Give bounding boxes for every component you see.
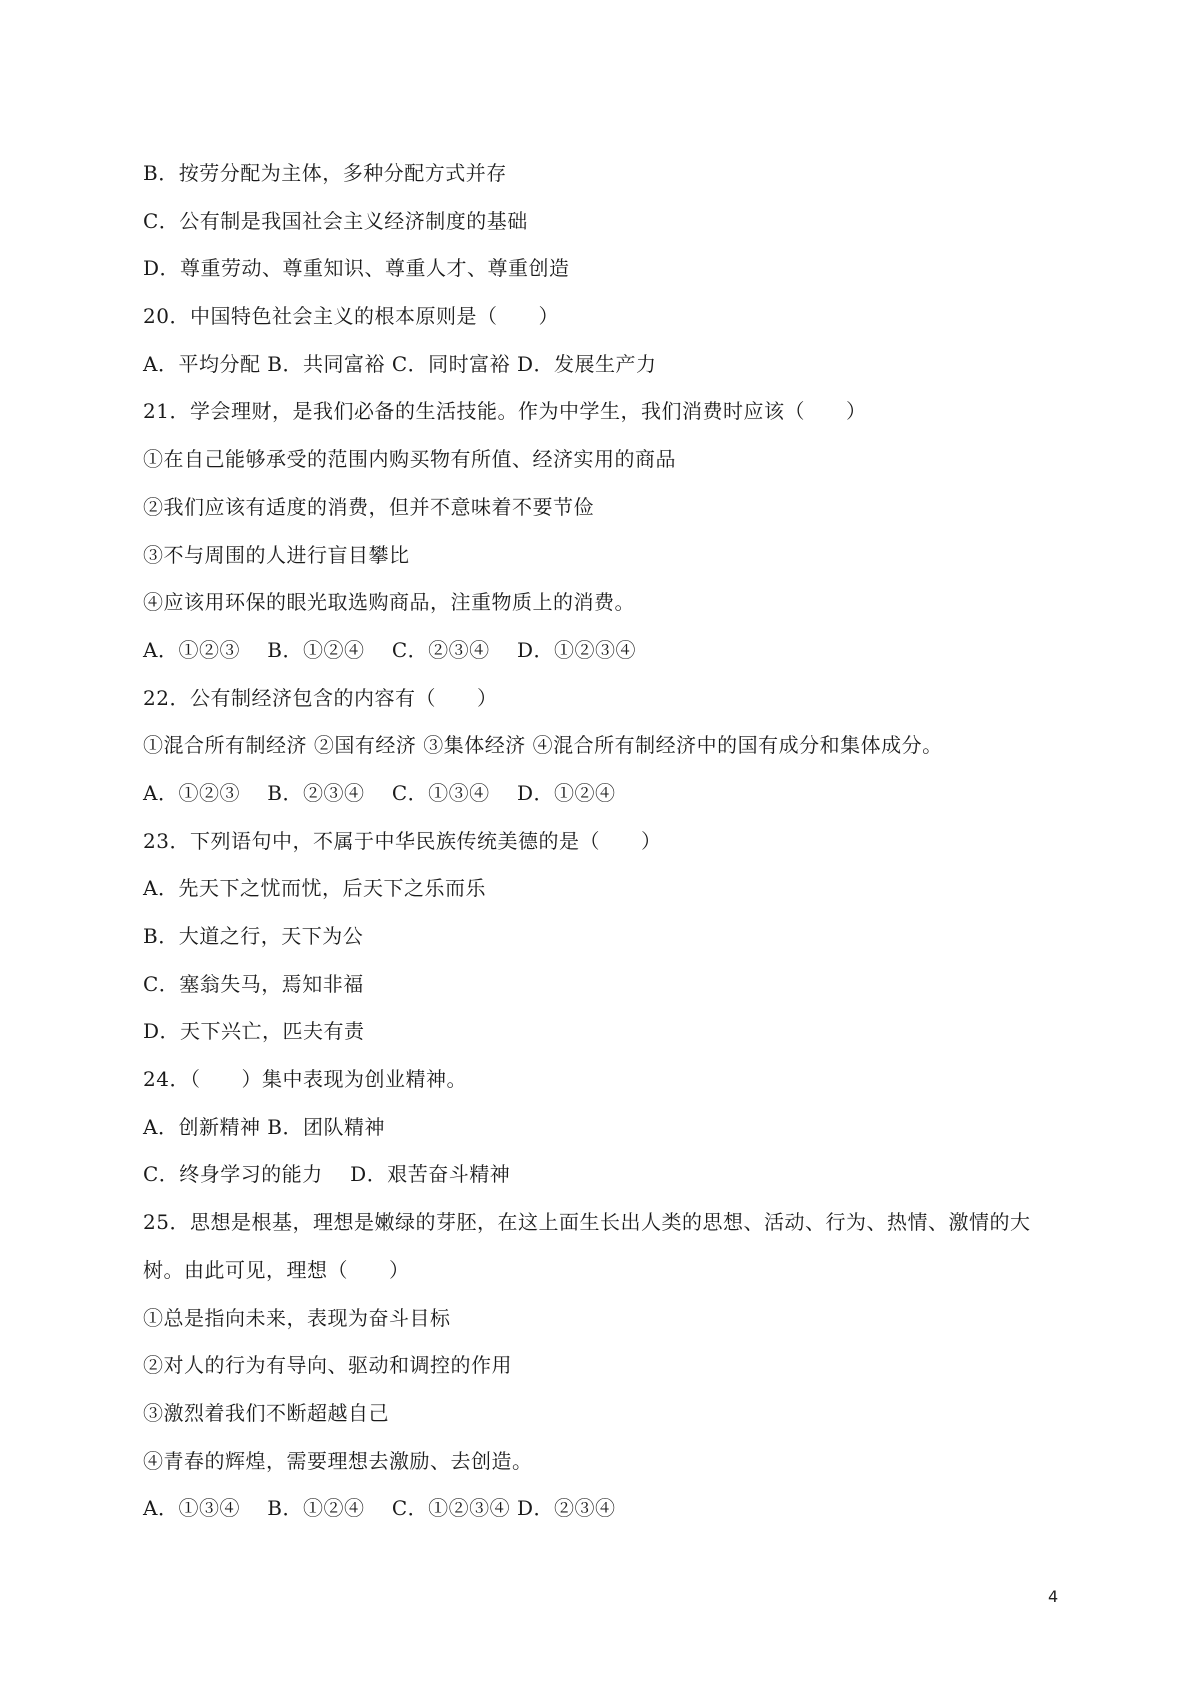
option-23c: C．塞翁失马，焉知非福 — [143, 971, 364, 996]
question-23-stem: 23．下列语句中，不属于中华民族传统美德的是（ ） — [143, 828, 662, 853]
question-21-statement-3: ③不与周围的人进行盲目攀比 — [143, 542, 410, 567]
question-20-options: A．平均分配 B．共同富裕 C．同时富裕 D．发展生产力 — [143, 351, 657, 376]
question-25-stem-line-2: 树。由此可见，理想（ ） — [143, 1257, 410, 1282]
option-19d: D．尊重劳动、尊重知识、尊重人才、尊重创造 — [143, 256, 570, 281]
question-21-statement-2: ②我们应该有适度的消费，但并不意味着不要节俭 — [143, 494, 594, 519]
question-25-statement-1: ①总是指向未来，表现为奋斗目标 — [143, 1305, 451, 1330]
question-22-statements: ①混合所有制经济 ②国有经济 ③集体经济 ④混合所有制经济中的国有成分和集体成分。 — [143, 733, 943, 758]
question-22-stem: 22．公有制经济包含的内容有（ ） — [143, 685, 498, 710]
question-20-stem: 20．中国特色社会主义的根本原则是（ ） — [143, 304, 559, 329]
question-21-options: A．①②③ B．①②④ C．②③④ D．①②③④ — [143, 637, 637, 662]
question-content — [143, 150, 1083, 1533]
option-23a: A．先天下之忧而忧，后天下之乐而乐 — [143, 876, 486, 901]
page-number: 4 — [1048, 1587, 1059, 1606]
question-21-stem: 21．学会理财，是我们必备的生活技能。作为中学生，我们消费时应该（ ） — [143, 399, 867, 424]
option-19b: B．按劳分配为主体，多种分配方式并存 — [143, 161, 507, 185]
option-19c: C．公有制是我国社会主义经济制度的基础 — [143, 208, 528, 233]
question-24-stem: 24．（ ）集中表现为创业精神。 — [143, 1067, 467, 1092]
question-25-statement-4: ④青春的辉煌，需要理想去激励、去创造。 — [143, 1448, 533, 1473]
question-25-options: A．①③④ B．①②④ C．①②③④ D．②③④ — [143, 1496, 616, 1521]
question-25-statement-3: ③激烈着我们不断超越自己 — [143, 1400, 389, 1425]
question-21-statement-4: ④应该用环保的眼光取选购商品，注重物质上的消费。 — [143, 590, 635, 615]
question-21-statement-1: ①在自己能够承受的范围内购买物有所值、经济实用的商品 — [143, 447, 676, 472]
option-23d: D．天下兴亡，匹夫有责 — [143, 1019, 365, 1044]
question-25-statement-2: ②对人的行为有导向、驱动和调控的作用 — [143, 1353, 512, 1378]
question-22-options: A．①②③ B．②③④ C．①③④ D．①②④ — [143, 780, 616, 805]
question-24-options-ab: A．创新精神 B．团队精神 — [143, 1114, 385, 1139]
question-24-options-cd: C．终身学习的能力 D．艰苦奋斗精神 — [143, 1162, 511, 1187]
question-25-stem-line-1: 25．思想是根基，理想是嫩绿的芽胚，在这上面生长出人类的思想、活动、行为、热情、激情的大 — [143, 1210, 1031, 1235]
option-23b: B．大道之行，天下为公 — [143, 924, 364, 948]
